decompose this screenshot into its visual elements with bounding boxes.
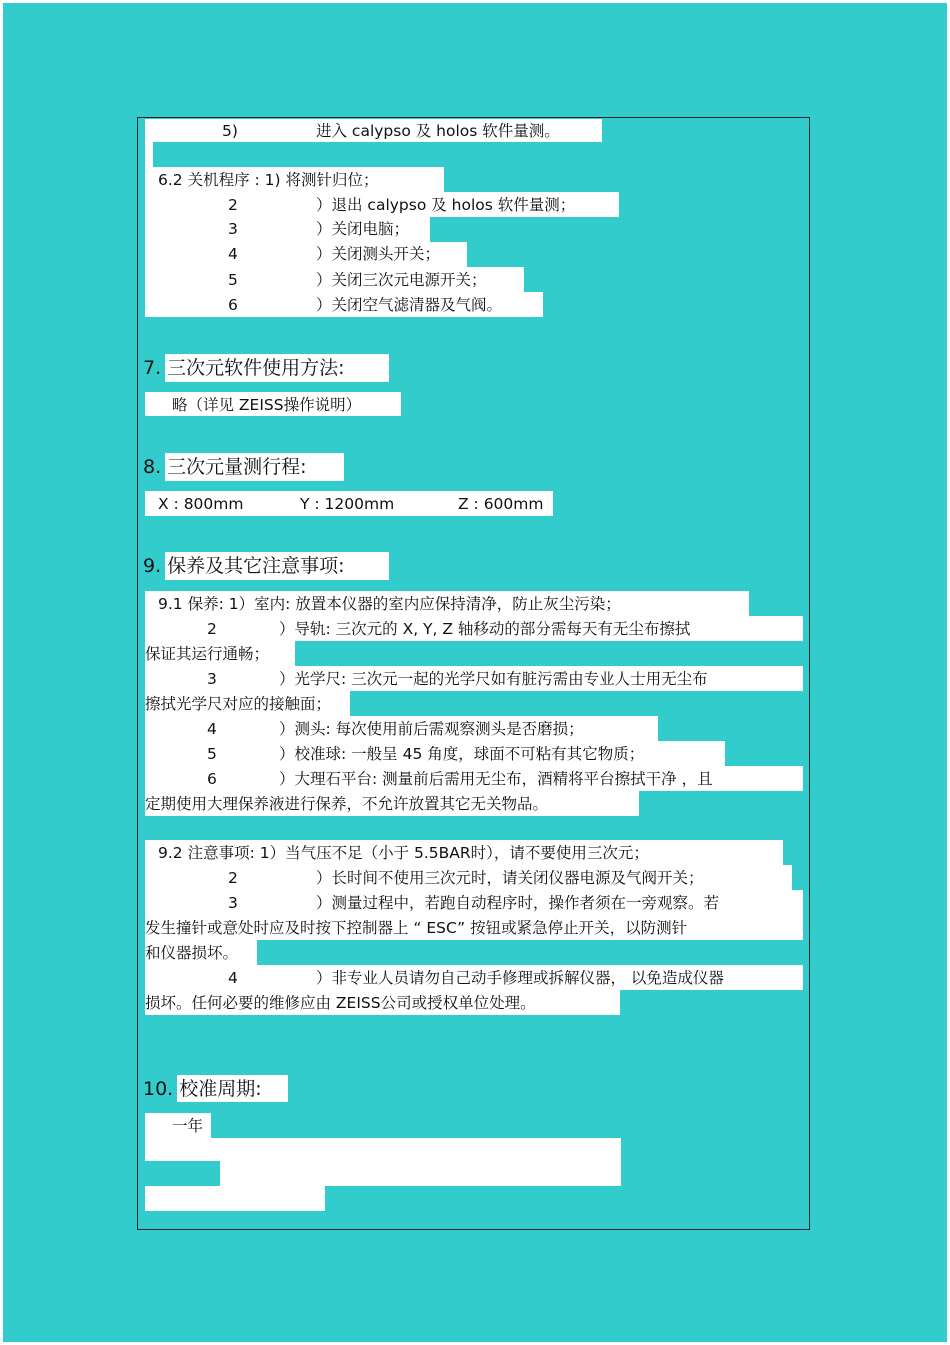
shutdown-step3-number: 3 bbox=[228, 220, 238, 238]
notes-2-number: 2 bbox=[228, 869, 238, 887]
text-block-spacer bbox=[145, 142, 153, 167]
notes-2-text: ）长时间不使用三次元时，请关闭仪器电源及气阀开关； bbox=[316, 869, 704, 887]
blank-block-2 bbox=[220, 1161, 621, 1186]
maintenance-5-text: ）校准球: 一般呈 45 角度，球面不可粘有其它物质； bbox=[279, 745, 645, 763]
shutdown-step2-number: 2 bbox=[228, 196, 238, 214]
maintenance-5-number: 5 bbox=[207, 745, 217, 763]
section-8-heading: 8. 三次元量测行程: bbox=[143, 456, 307, 478]
step5-number: 5) bbox=[222, 122, 238, 140]
shutdown-step4-text: ）关闭测头开关； bbox=[316, 245, 441, 263]
maintenance-2-text: ）导轨: 三次元的 X, Y, Z 轴移动的部分需每天有无尘布擦拭 bbox=[279, 620, 691, 638]
calibration-period: 一年 bbox=[172, 1117, 204, 1135]
maintenance-6-number: 6 bbox=[207, 770, 217, 788]
maintenance-3-text-cont: 擦拭光学尺对应的接触面； bbox=[145, 695, 332, 713]
notes-3-number: 3 bbox=[228, 894, 238, 912]
maintenance-3-number: 3 bbox=[207, 670, 217, 688]
notes-4-text: ）非专业人员请勿自己动手修理或拆解仪器， 以免造成仪器 bbox=[316, 969, 724, 987]
step5-text: 进入 calypso 及 holos 软件量测。 bbox=[316, 122, 560, 140]
shutdown-step6-text: ）关闭空气滤清器及气阀。 bbox=[316, 296, 503, 314]
maintenance-2-text-cont: 保证其运行通畅； bbox=[145, 645, 270, 663]
notes-4-text-cont: 损坏。任何必要的维修应由 ZEISS公司或授权单位处理。 bbox=[145, 994, 536, 1012]
travel-x: X : 800mm bbox=[158, 495, 244, 513]
section-10-heading: 10. 校准周期: bbox=[143, 1078, 262, 1100]
notes-3-text-end: 和仪器损坏。 bbox=[145, 944, 239, 962]
travel-z: Z : 600mm bbox=[458, 495, 544, 513]
notes-4-number: 4 bbox=[228, 969, 238, 987]
notes-3-text-cont: 发生撞针或意处时应及时按下控制器上 “ ESC” 按钮或紧急停止开关，以防测针 bbox=[145, 919, 688, 937]
shutdown-step5-text: ）关闭三次元电源开关； bbox=[316, 271, 487, 289]
maintenance-6-text-cont: 定期使用大理保养液进行保养，不允许放置其它无关物品。 bbox=[145, 795, 549, 813]
section-7-text: 略（详见 ZEISS操作说明） bbox=[172, 396, 362, 414]
section-7-heading: 7. 三次元软件使用方法: bbox=[143, 357, 345, 379]
notes-3-text: ）测量过程中，若跑自动程序时，操作者须在一旁观察。若 bbox=[316, 894, 720, 912]
travel-y: Y : 1200mm bbox=[300, 495, 395, 513]
section-9-heading: 9. 保养及其它注意事项: bbox=[143, 555, 345, 577]
maintenance-heading: 9.1 保养: 1）室内: 放置本仪器的室内应保持清净，防止灰尘污染； bbox=[158, 595, 621, 613]
blank-block-3 bbox=[145, 1186, 325, 1211]
shutdown-step2-text: ）退出 calypso 及 holos 软件量测； bbox=[316, 196, 576, 214]
shutdown-step3-text: ）关闭电脑； bbox=[316, 220, 410, 238]
maintenance-3-text: ）光学尺: 三次元一起的光学尺如有脏污需由专业人士用无尘布 bbox=[279, 670, 708, 688]
shutdown-step4-number: 4 bbox=[228, 245, 238, 263]
shutdown-step5-number: 5 bbox=[228, 271, 238, 289]
maintenance-4-text: ）测头: 每次使用前后需观察测头是否磨损； bbox=[279, 720, 584, 738]
maintenance-6-text: ）大理石平台: 测量前后需用无尘布，酒精将平台擦拭干净 ，且 bbox=[279, 770, 713, 788]
maintenance-4-number: 4 bbox=[207, 720, 217, 738]
blank-block-1 bbox=[145, 1138, 621, 1161]
shutdown-step6-number: 6 bbox=[228, 296, 238, 314]
maintenance-2-number: 2 bbox=[207, 620, 217, 638]
shutdown-heading: 6.2 关机程序 : 1) 将测针归位； bbox=[158, 171, 379, 189]
notes-heading: 9.2 注意事项: 1）当气压不足（小于 5.5BAR时），请不要使用三次元； bbox=[158, 844, 649, 862]
